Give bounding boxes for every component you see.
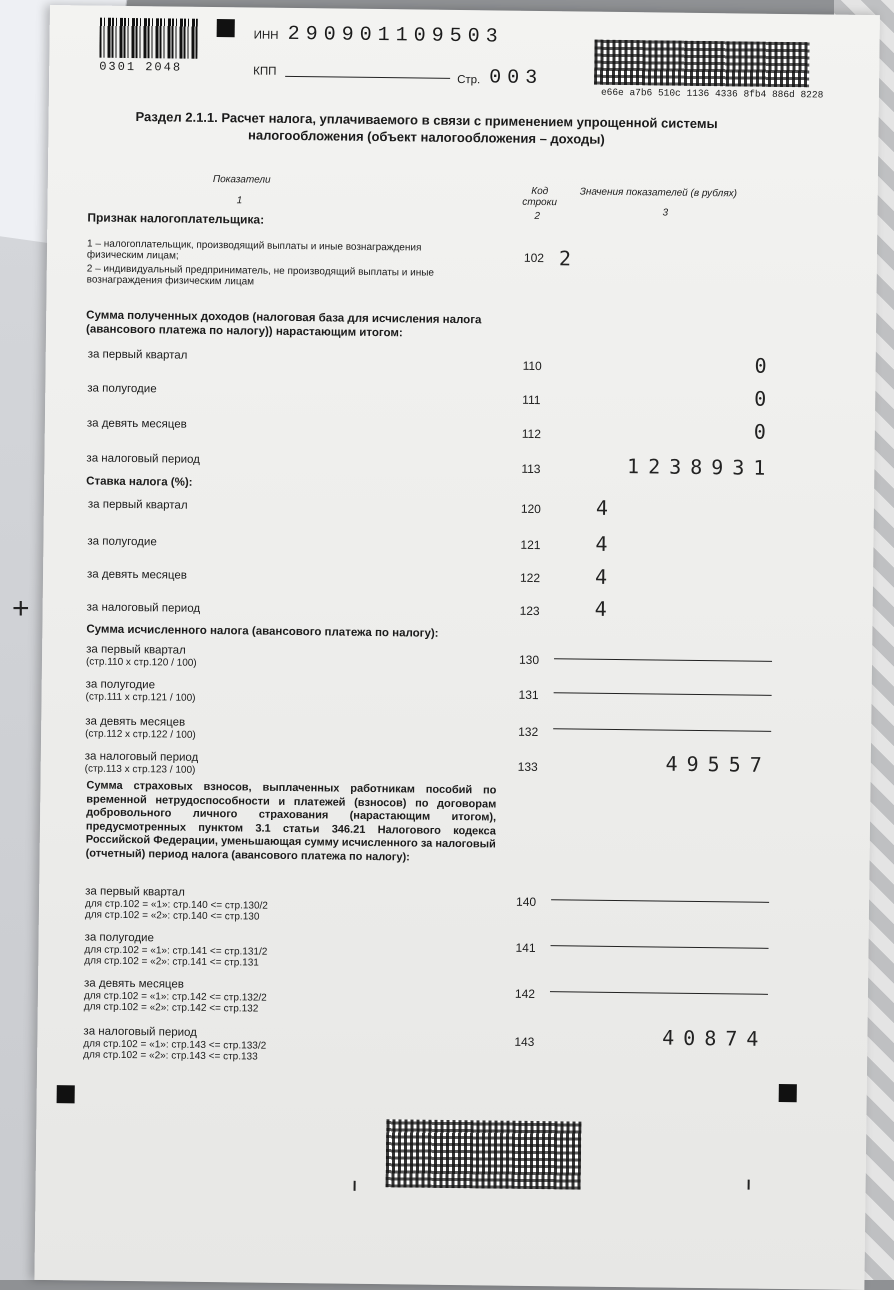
tax-form-page bbox=[34, 5, 880, 1290]
row-value-143: 40874 bbox=[662, 1025, 768, 1051]
row-value-120: 4 bbox=[595, 495, 618, 520]
section-title: Раздел 2.1.1. Расчет налога, уплачиваемого в связи с применением упрощенной системы налогообложения (объект налогообложения – доходы) bbox=[135, 109, 718, 147]
insurance-row-label: за налоговый период bbox=[83, 1025, 198, 1039]
row-line-140 bbox=[551, 899, 769, 903]
row-code-133: 133 bbox=[517, 759, 538, 775]
income-row-label: за налоговый период bbox=[86, 452, 201, 466]
corner-marker-top bbox=[217, 19, 235, 37]
row-code-121: 121 bbox=[520, 537, 541, 553]
corner-marker-bottom-left bbox=[57, 1085, 75, 1103]
insurance-row-rule-2: для стр.102 = «2»: стр.140 <= стр.130 bbox=[84, 909, 260, 923]
insurance-row-rule-2: для стр.102 = «2»: стр.141 <= стр.131 bbox=[84, 955, 259, 969]
row-value-102: 2 bbox=[558, 246, 581, 271]
hash-code: e66e a7b6 510c 1136 4336 8fb4 886d 8228 bbox=[600, 86, 824, 101]
col-values-header: Значения показателей (в рублях) bbox=[579, 186, 738, 200]
tax-row-label: за девять месяцев bbox=[85, 715, 186, 729]
tax-row-formula: (стр.112 х стр.122 / 100) bbox=[85, 728, 196, 741]
income-row-label: за первый квартал bbox=[87, 348, 188, 362]
col-code-header: Код строки bbox=[522, 185, 558, 209]
row-line-132 bbox=[553, 728, 771, 732]
page-value: 003 bbox=[489, 66, 544, 91]
col-values-num: 3 bbox=[662, 207, 669, 219]
tax-heading: Сумма исчисленного налога (авансового платежа по налогу): bbox=[86, 623, 439, 640]
insurance-row-rule-2: для стр.102 = «2»: стр.143 <= стр.133 bbox=[83, 1049, 258, 1063]
inn-value: 290901109503 bbox=[287, 22, 504, 49]
row-code-131: 131 bbox=[518, 687, 539, 703]
rate-row-label: за первый квартал bbox=[87, 498, 188, 512]
inn-label: ИНН bbox=[253, 29, 279, 42]
col-indicators-header: Показатели bbox=[212, 174, 271, 186]
row-code-110: 110 bbox=[522, 358, 542, 374]
insurance-row-label: за девять месяцев bbox=[83, 977, 184, 991]
rate-row-label: за налоговый период bbox=[86, 601, 201, 615]
insurance-heading: Сумма страховых взносов, выплаченных работникам пособий по временной нетрудоспособности и платежей (взносов) по договорам добровольного личного страхования (нарастающим итогом), предусмотренных пунктом 3.1 статьи 346.21 Налогового кодекса Российской Федерации, уменьшающая сумму исчисленного за налоговый (отчетный) период налога (авансового платежа по налогу): bbox=[85, 779, 497, 863]
taxpayer-option-2: 2 – индивидуальный предприниматель, не производящий выплаты и иные вознаграждения физическим лицам bbox=[86, 263, 435, 288]
row-value-122: 4 bbox=[594, 564, 617, 589]
row-code-112: 112 bbox=[521, 426, 542, 442]
row-code-122: 122 bbox=[519, 570, 541, 586]
page-label: Стр. bbox=[457, 73, 481, 87]
col-indicators-num: 1 bbox=[236, 195, 243, 207]
tax-row-label: за полугодие bbox=[85, 678, 156, 692]
kpp-line bbox=[285, 76, 450, 79]
kpp-label: КПП bbox=[253, 65, 277, 78]
insurance-row-label: за первый квартал bbox=[85, 885, 185, 899]
bottom-datamatrix-barcode-icon bbox=[386, 1119, 582, 1189]
income-heading: Сумма полученных доходов (налоговая база для исчисления налога (авансового платежа по налогу)) нарастающим итогом: bbox=[85, 309, 482, 340]
barcode-number: 0301 2048 bbox=[99, 59, 183, 75]
tick-mark-left bbox=[354, 1181, 356, 1191]
rate-row-label: за девять месяцев bbox=[86, 568, 187, 582]
tick-mark-right bbox=[748, 1180, 750, 1190]
row-value-110: 0 bbox=[754, 353, 776, 378]
tax-row-label: за первый квартал bbox=[86, 643, 186, 657]
row-line-130 bbox=[554, 658, 772, 662]
rate-row-label: за полугодие bbox=[87, 535, 157, 549]
row-code-142: 142 bbox=[514, 986, 536, 1001]
row-code-123: 123 bbox=[519, 603, 540, 619]
tax-row-formula: (стр.110 х стр.120 / 100) bbox=[85, 656, 197, 669]
row-value-112: 0 bbox=[753, 419, 775, 444]
tax-row-formula: (стр.111 х стр.121 / 100) bbox=[85, 691, 196, 704]
taxpayer-option-1: 1 – налогоплательщик, производящий выплаты и иные вознаграждения физическим лицам; bbox=[86, 238, 422, 262]
row-line-142 bbox=[550, 991, 768, 995]
row-code-143: 143 bbox=[514, 1034, 535, 1049]
insurance-row-rule-1: для стр.102 = «1»: стр.143 <= стр.133/2 bbox=[83, 1038, 267, 1052]
row-code-130: 130 bbox=[518, 652, 540, 668]
corner-marker-bottom-right bbox=[779, 1084, 797, 1102]
row-code-111: 111 bbox=[522, 392, 541, 408]
insurance-row-rule-1: для стр.102 = «1»: стр.142 <= стр.132/2 bbox=[83, 990, 267, 1004]
crosshair-icon: + bbox=[12, 592, 30, 625]
income-row-label: за девять месяцев bbox=[86, 417, 187, 431]
row-code-102: 102 bbox=[523, 250, 545, 266]
insurance-row-rule-1: для стр.102 = «1»: стр.141 <= стр.131/2 bbox=[84, 944, 268, 958]
taxpayer-heading: Признак налогоплательщика: bbox=[87, 210, 265, 227]
row-code-120: 120 bbox=[520, 501, 541, 517]
barcode-icon bbox=[99, 18, 197, 59]
row-value-111: 0 bbox=[754, 386, 776, 411]
tax-row-formula: (стр.113 х стр.123 / 100) bbox=[84, 763, 196, 776]
row-line-141 bbox=[551, 945, 769, 949]
row-code-140: 140 bbox=[515, 894, 537, 910]
row-code-141: 141 bbox=[515, 940, 536, 956]
row-code-132: 132 bbox=[518, 724, 539, 740]
tax-row-label: за налоговый период bbox=[84, 750, 199, 764]
row-value-113: 1238931 bbox=[626, 454, 775, 480]
insurance-row-label: за полугодие bbox=[84, 931, 154, 945]
row-value-133: 49557 bbox=[665, 751, 771, 777]
income-row-label: за полугодие bbox=[87, 382, 157, 396]
insurance-row-rule-2: для стр.102 = «2»: стр.142 <= стр.132 bbox=[83, 1001, 259, 1015]
row-code-113: 113 bbox=[521, 461, 541, 477]
datamatrix-barcode-icon bbox=[594, 40, 810, 88]
row-value-123: 4 bbox=[594, 596, 616, 621]
insurance-row-rule-1: для стр.102 = «1»: стр.140 <= стр.130/2 bbox=[84, 898, 268, 912]
rate-heading: Ставка налога (%): bbox=[86, 475, 193, 489]
row-line-131 bbox=[554, 692, 772, 696]
row-value-121: 4 bbox=[595, 531, 617, 556]
col-code-num: 2 bbox=[534, 210, 541, 223]
